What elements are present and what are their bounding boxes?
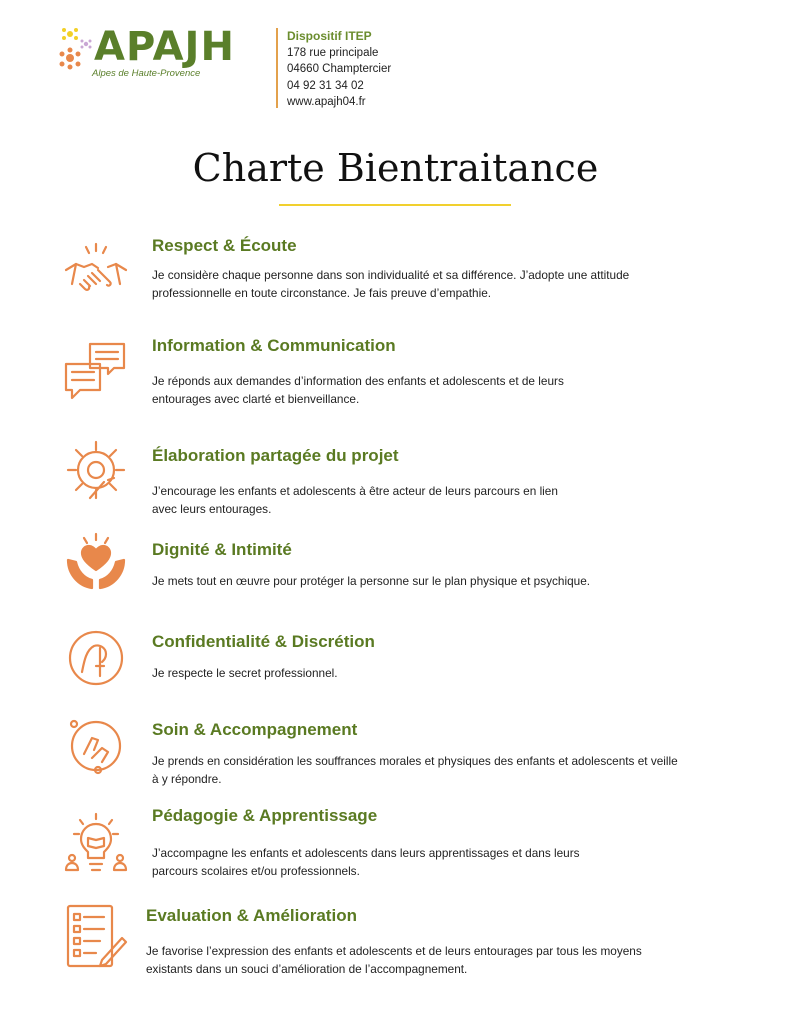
section-text-line: avec leurs entourages.	[152, 502, 272, 516]
checklist-icon	[62, 904, 130, 972]
apajh-logo[interactable]	[58, 26, 258, 82]
title-underline	[279, 204, 511, 206]
section-text-line: Je respecte le secret professionnel.	[152, 666, 338, 680]
section-text-line: Je réponds aux demandes d’information des enfants et adolescents et de leurs	[152, 374, 564, 388]
silence-icon	[62, 626, 130, 694]
section-heading: Élaboration partagée du projet	[152, 446, 399, 465]
section-text-line: Je prends en considération les souffrances morales et physiques des enfants et adolescents et veille	[152, 754, 678, 768]
org-name: Dispositif ITEP	[287, 29, 372, 43]
section-heading: Information & Communication	[152, 336, 396, 355]
helping-hands-icon	[62, 714, 130, 782]
section-heading: Evaluation & Amélioration	[146, 906, 357, 925]
contact-block	[287, 28, 391, 111]
flower-logo-icon	[58, 26, 94, 80]
address-line-1: 178 rue principale	[287, 46, 379, 59]
phone-number[interactable]: 04 92 31 34 02	[287, 79, 364, 92]
section-text-line: à y répondre.	[152, 772, 222, 786]
section-text-line: J’encourage les enfants et adolescents à être acteur de leurs parcours en lien	[152, 484, 558, 498]
chat-bubbles-icon	[62, 340, 130, 408]
section-heading: Pédagogie & Apprentissage	[152, 806, 378, 825]
header-divider	[276, 28, 278, 108]
address-line-2: 04660 Champtercier	[287, 63, 392, 75]
page-title: Charte Bientraitance	[192, 146, 599, 190]
section-heading: Dignité & Intimité	[152, 540, 292, 559]
section-heading: Confidentialité & Discrétion	[152, 632, 375, 651]
logo-subtitle: Alpes de Haute-Provence	[92, 68, 201, 79]
section-text-line: J’accompagne les enfants et adolescents dans leurs apprentissages et dans leurs	[152, 846, 580, 860]
handshake-icon	[62, 240, 130, 308]
section-text-line: parcours scolaires et/ou professionnels.	[152, 864, 360, 878]
header	[0, 0, 791, 120]
website-link[interactable]: www.apajh04.fr	[287, 96, 366, 108]
lightbulb-book-icon	[62, 812, 130, 880]
section-text-line: Je mets tout en œuvre pour protéger la personne sur le plan physique et psychique.	[152, 574, 591, 588]
section-heading: Soin & Accompagnement	[152, 720, 358, 739]
heart-hands-icon	[62, 530, 130, 598]
section-heading: Respect & Écoute	[152, 236, 297, 255]
section-text-line: Je favorise l’expression des enfants et adolescents et de leurs entourages par tous les moyens	[146, 944, 642, 958]
section-text-line: existants dans un souci d’amélioration de l’accompagnement.	[146, 962, 468, 976]
section-text-line: entourages avec clarté et bienveillance.	[152, 392, 360, 406]
gear-tools-icon	[62, 436, 130, 504]
section-text-line: Je considère chaque personne dans son individualité et sa différence. J’adopte une attitude	[152, 268, 630, 282]
section-text-line: professionnelle en toute circonstance. Je fais preuve d’empathie.	[152, 286, 492, 300]
logo-wordmark: APAJH	[94, 24, 235, 70]
